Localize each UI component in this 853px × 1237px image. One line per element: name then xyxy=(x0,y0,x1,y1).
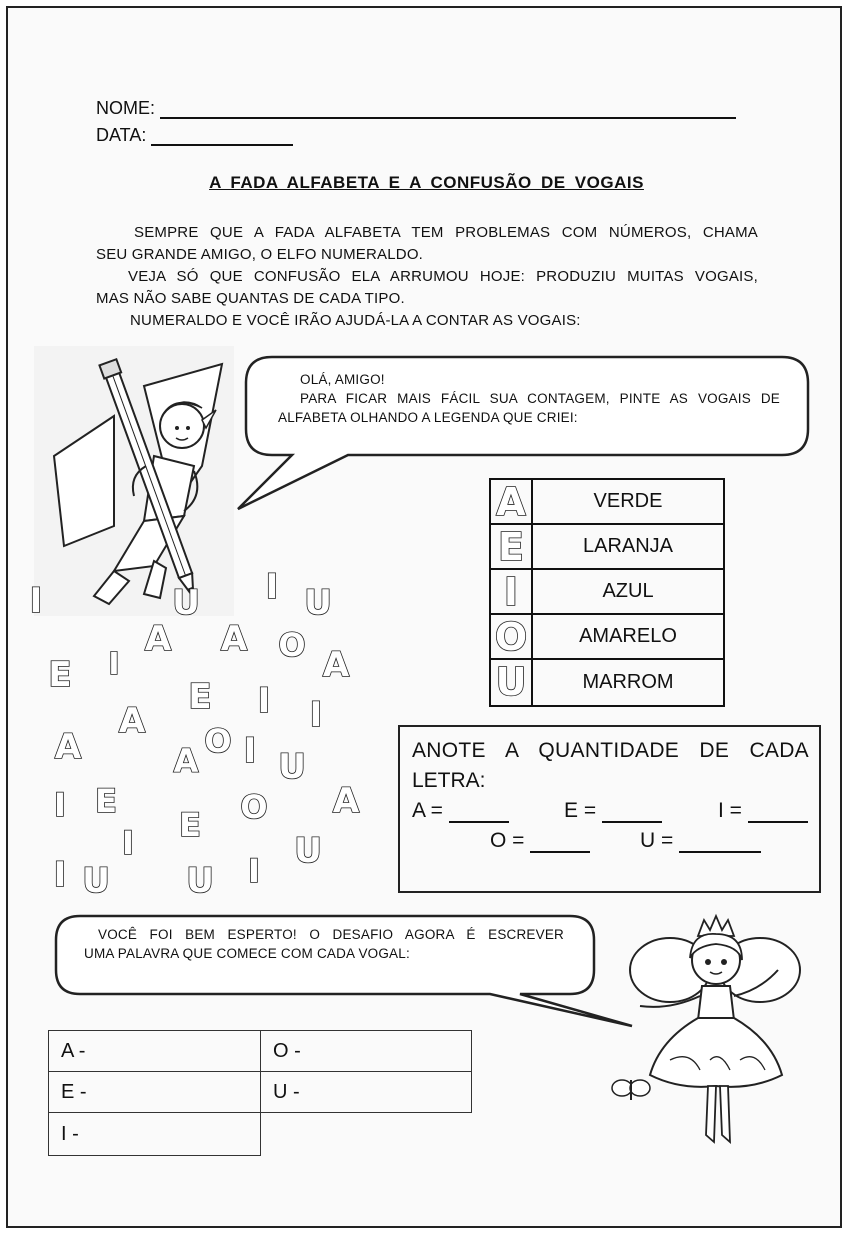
word-cell-i-label: I - xyxy=(61,1122,79,1145)
scattered-vowel[interactable]: U xyxy=(186,861,214,900)
scattered-vowel[interactable]: I xyxy=(29,581,43,621)
legend-letter-cell xyxy=(491,615,533,658)
scattered-vowel[interactable]: I xyxy=(309,695,323,735)
legend-color-name: AZUL xyxy=(602,580,654,602)
legend-letter[interactable]: I xyxy=(503,570,519,613)
scattered-vowel[interactable]: U xyxy=(278,747,306,787)
legend-color-name: LARANJA xyxy=(582,535,674,557)
word-cell-a-label: A - xyxy=(61,1039,86,1062)
scattered-vowel[interactable]: U xyxy=(82,861,110,900)
fairy-illustration xyxy=(610,910,820,1155)
legend-row-o xyxy=(491,615,723,660)
scattered-vowel[interactable]: E xyxy=(179,806,201,844)
scattered-vowel[interactable]: A xyxy=(332,781,360,821)
scattered-vowel[interactable]: O xyxy=(240,788,268,826)
scattered-vowel[interactable]: A xyxy=(173,742,199,780)
count-o xyxy=(490,829,590,853)
count-i-line[interactable] xyxy=(748,801,808,823)
legend-letter-cell xyxy=(491,525,533,568)
scattered-vowel[interactable]: A xyxy=(54,727,82,767)
legend-row-u xyxy=(491,660,723,705)
word-cell-e[interactable] xyxy=(48,1071,261,1113)
word-cell-u-label: U - xyxy=(273,1080,300,1103)
scattered-vowel[interactable]: O xyxy=(278,626,306,664)
scattered-vowel[interactable]: I xyxy=(108,647,120,682)
scattered-vowel[interactable]: U xyxy=(172,583,200,623)
date-label: DATA: xyxy=(96,125,147,145)
fairy-bubble-line2: UMA PALAVRA QUE COMECE COM CADA VOGAL: xyxy=(84,946,410,961)
elf-bubble-line1: OLÁ, AMIGO! xyxy=(300,372,385,387)
legend-letter-cell xyxy=(491,480,533,523)
scattered-vowel[interactable]: I xyxy=(53,855,67,895)
scattered-vowel[interactable]: I xyxy=(257,681,271,721)
scattered-vowel[interactable]: I xyxy=(54,786,66,824)
count-instruction-line2: LETRA: xyxy=(412,769,486,792)
scattered-vowels-area xyxy=(0,560,400,900)
scattered-vowel[interactable]: A xyxy=(322,645,350,685)
word-cell-o[interactable] xyxy=(260,1030,472,1072)
scattered-vowel[interactable]: U xyxy=(304,583,332,623)
name-field xyxy=(96,98,736,119)
word-cell-i[interactable] xyxy=(48,1112,261,1156)
elf-bubble-line2: PARA FICAR MAIS FÁCIL SUA CONTAGEM, PINTE AS VOGAIS DE xyxy=(300,391,780,406)
date-field xyxy=(96,125,293,146)
count-u-line[interactable] xyxy=(679,831,761,853)
legend-color-name: MARROM xyxy=(582,671,674,693)
scattered-vowel[interactable]: A xyxy=(118,701,146,741)
legend-letter[interactable]: A xyxy=(496,480,526,523)
legend-letter[interactable]: U xyxy=(495,660,527,703)
intro-p1-line1: SEMPRE QUE A FADA ALFABETA TEM PROBLEMAS COM NÚMEROS, CHAMA xyxy=(134,224,758,241)
count-a-line[interactable] xyxy=(449,801,509,823)
count-instruction-line1: ANOTE A QUANTIDADE DE CADA xyxy=(412,739,809,762)
scattered-vowel[interactable]: A xyxy=(144,619,172,659)
legend-row-a xyxy=(491,480,723,525)
legend-color-name: AMARELO xyxy=(579,625,677,647)
fairy-bubble-text xyxy=(84,925,564,963)
legend-row-i xyxy=(491,570,723,615)
count-e xyxy=(564,799,662,823)
legend-letter-cell xyxy=(491,570,533,613)
count-o-label: O = xyxy=(490,829,525,852)
legend-row-e xyxy=(491,525,723,570)
color-legend-table xyxy=(489,478,725,707)
scattered-vowel[interactable]: I xyxy=(243,731,257,771)
legend-letter-cell xyxy=(491,660,533,705)
intro-text xyxy=(96,222,758,332)
count-u xyxy=(640,829,761,853)
scattered-vowel[interactable]: I xyxy=(122,824,134,862)
count-answer-box xyxy=(398,725,821,893)
intro-p2-line1: VEJA SÓ QUE CONFUSÃO ELA ARRUMOU HOJE: PRODUZIU MUITAS VOGAIS, xyxy=(128,268,758,285)
count-a-label: A = xyxy=(412,799,443,822)
count-e-label: E = xyxy=(564,799,597,822)
intro-p2-line2: MAS NÃO SABE QUANTAS DE CADA TIPO. xyxy=(96,290,405,307)
count-e-line[interactable] xyxy=(602,801,662,823)
word-cell-u[interactable] xyxy=(260,1071,472,1113)
legend-letter[interactable]: O xyxy=(494,615,528,658)
scattered-vowel[interactable]: I xyxy=(248,852,260,890)
date-line[interactable] xyxy=(151,126,293,146)
scattered-vowel[interactable]: U xyxy=(294,831,322,871)
intro-p1-line2: SEU GRANDE AMIGO, O ELFO NUMERALDO. xyxy=(96,246,424,263)
elf-bubble-line3: ALFABETA OLHANDO A LEGENDA QUE CRIEI: xyxy=(278,410,578,425)
word-cell-e-label: E - xyxy=(61,1080,87,1103)
word-cell-a[interactable] xyxy=(48,1030,261,1072)
count-u-label: U = xyxy=(640,829,674,852)
elf-bubble-text xyxy=(278,370,780,427)
name-label: NOME: xyxy=(96,98,156,118)
scattered-vowel[interactable]: I xyxy=(265,567,279,607)
scattered-vowel[interactable]: E xyxy=(95,782,117,820)
legend-color-name: VERDE xyxy=(593,490,663,512)
count-o-line[interactable] xyxy=(530,831,590,853)
scattered-vowel[interactable]: A xyxy=(220,619,248,659)
legend-letter[interactable]: E xyxy=(498,525,524,568)
intro-p3: NUMERALDO E VOCÊ IRÃO AJUDÁ-LA A CONTAR AS VOGAIS: xyxy=(130,312,581,329)
scattered-vowel[interactable]: O xyxy=(204,722,232,760)
scattered-vowel[interactable]: E xyxy=(188,677,212,717)
fairy-bubble-line1: VOCÊ FOI BEM ESPERTO! O DESAFIO AGORA É ESCREVER xyxy=(98,927,564,942)
page-title: A FADA ALFABETA E A CONFUSÃO DE VOGAIS xyxy=(209,173,644,192)
name-line[interactable] xyxy=(160,99,736,119)
scattered-vowel[interactable]: E xyxy=(48,655,72,695)
word-cell-o-label: O - xyxy=(273,1039,301,1062)
count-i xyxy=(718,799,808,823)
count-i-label: I = xyxy=(718,799,742,822)
count-a xyxy=(412,799,509,823)
